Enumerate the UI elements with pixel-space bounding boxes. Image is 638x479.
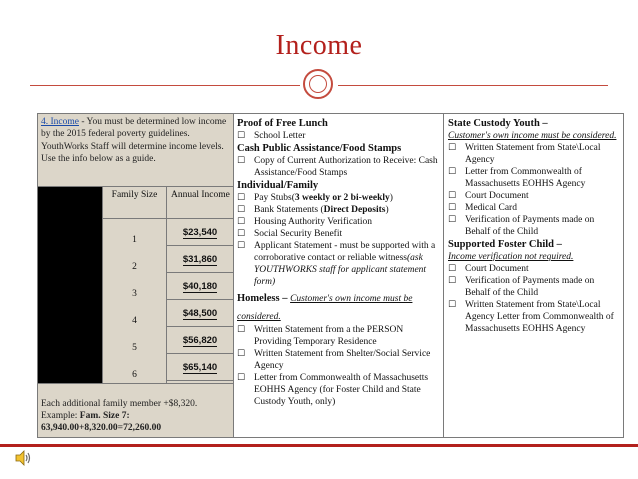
table-cell-income: $23,540 [167,219,233,246]
section-heading-cash-assistance: Cash Public Assistance/Food Stamps [237,143,402,154]
income-guidelines-column [38,114,234,437]
table-cell-income: $65,140 [167,354,233,381]
title-rule-left [30,85,300,86]
table-cell-size: 4 [132,316,137,326]
checkbox-icon: ☐ [448,191,457,201]
proof-documents-column [234,114,444,437]
list-item: ☐ Bank Statements (Direct Deposits) [237,205,389,215]
section-heading-state-custody: State Custody Youth – [448,118,548,129]
table-cell-income: $56,820 [167,327,233,354]
list-item: ☐ Housing Authority Verification [237,217,373,227]
checkbox-icon: ☐ [237,131,246,141]
section-heading-free-lunch: Proof of Free Lunch [237,118,328,129]
table-cell-size: 1 [132,235,137,245]
list-item: ☐ School Letter [237,131,306,141]
checkbox-icon: ☐ [237,229,246,239]
checkbox-icon: ☐ [448,300,457,310]
checkbox-icon: ☐ [237,193,246,203]
checkbox-icon: ☐ [237,217,246,227]
table-cell-size: 6 [132,370,137,380]
checkbox-icon: ☐ [448,264,457,274]
checkbox-icon: ☐ [448,167,457,177]
checkbox-icon: ☐ [237,349,246,359]
table-cell-income: $31,860 [167,246,233,273]
income-intro-text: - You must be determined low income by the 2015 federal poverty guidelines. YouthWorks Staff will determine income levels. Use the info below as a guide. [41,117,227,165]
state-custody-note: Customer's own income must be considered. [448,131,617,141]
content-table [37,113,624,438]
list-item: ☐ Court Document [448,191,529,201]
list-item: ☐ Court Document [448,264,529,274]
income-heading-link[interactable]: 4. Income [41,117,79,127]
annual-income-column [166,187,233,383]
list-item: ☐ Written Statement from a the PERSON Providing Temporary Residence [237,325,404,347]
table-cell-size: 2 [132,262,137,272]
list-item: ☐ Copy of Current Authorization to Receive: Cash Assistance/Food Stamps [237,156,438,178]
list-item: ☐ Verification of Payments made on Behalf of the Child [448,215,595,237]
checkbox-icon: ☐ [237,156,246,166]
list-item: ☐ Written Statement from Shelter/Social Service Agency [237,349,431,371]
circle-ornament-icon [303,69,333,99]
custody-foster-column [444,114,623,437]
section-heading-individual-family: Individual/Family [237,180,319,191]
table-cell-income: $40,180 [167,273,233,300]
checkbox-icon: ☐ [448,203,457,213]
speaker-icon[interactable] [14,449,32,467]
table-cell-size: 5 [132,343,137,353]
list-item: ☐ Verification of Payments made on Behalf of the Child [448,276,595,298]
checkbox-icon: ☐ [237,373,246,383]
checkbox-icon: ☐ [448,276,457,286]
income-intro [38,114,233,182]
table-blank-column [38,187,102,383]
checkbox-icon: ☐ [237,205,246,215]
table-cell-income: $48,500 [167,300,233,327]
family-size-column [102,187,166,383]
list-item: ☐ Medical Card [448,203,517,213]
family-size-header: Family Size [103,187,166,219]
list-item: ☐ Pay Stubs(3 weekly or 2 bi-weekly) [237,193,393,203]
checkbox-icon: ☐ [448,143,457,153]
checkbox-icon: ☐ [448,215,457,225]
list-item: ☐ Applicant Statement - must be supported with a corroborative contact or reliable witness(ask YOUTHWORKS staff for applicant statement form) [237,241,436,287]
title-rule-right [338,85,608,86]
income-footer-note: Each additional family member +$8,320. Example: Fam. Size 7: 63,940.00+8,320.00=72,260.00 [41,399,198,433]
annual-income-header: Annual Income [167,187,233,219]
footer-bar [0,444,638,447]
list-item: ☐ Written Statement from State\Local Agency Letter from Commonwealth of Massachusetts EOHHS Agency [448,300,614,334]
slide-title: Income [275,30,363,61]
list-item: ☐ Written Statement from State\Local Agency [448,143,601,165]
table-cell-size: 3 [132,289,137,299]
list-item: ☐ Social Security Benefit [237,229,343,239]
list-item: ☐ Letter from Commonwealth of Massachusetts EOHHS Agency (for Foster Child and State Custody Youth, only) [237,373,429,407]
checkbox-icon: ☐ [237,241,246,251]
poverty-table [38,186,233,384]
list-item: ☐ Letter from Commonwealth of Massachusetts EOHHS Agency [448,167,586,189]
checkbox-icon: ☐ [237,325,246,335]
section-heading-homeless: Homeless – Customer's own income must be considered. [237,293,413,322]
section-heading-foster-child: Supported Foster Child – [448,239,562,250]
foster-child-note: Income verification not required. [448,252,574,262]
